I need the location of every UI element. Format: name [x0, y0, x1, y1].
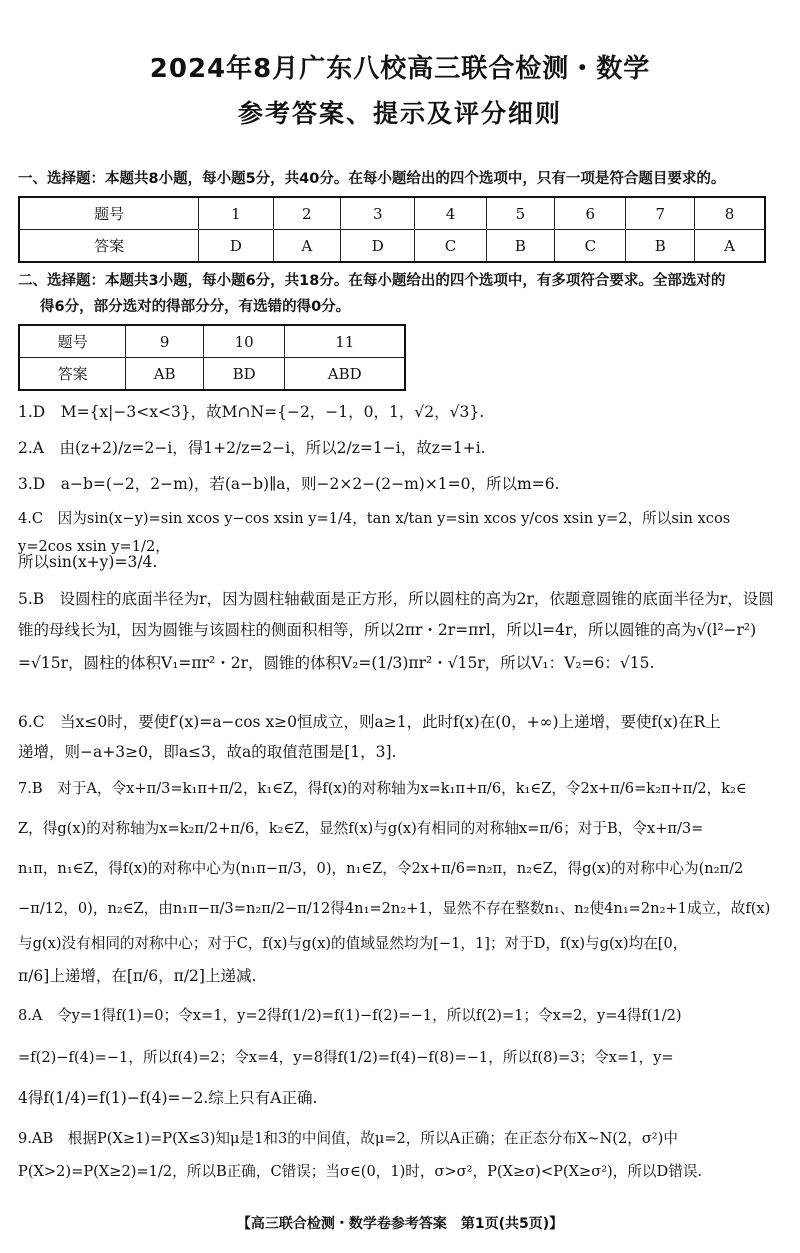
table-cell: 6 [555, 197, 626, 230]
solution-4-cont: 所以sin(x+y)=3/4. [18, 553, 158, 571]
solution-7-cont: n₁π，n₁∈Z，得f(x)的对称中心为(n₁π−π/3，0)，n₁∈Z，令2x+π/6=n₂π，n₂∈Z，得g(x)的对称中心为(n₂π/2 [18, 860, 744, 877]
solution-7: 7.B 对于A，令x+π/3=k₁π+π/2，k₁∈Z，得f(x)的对称轴为x=k₁π+π/6，k₁∈Z，令2x+π/6=k₂π+π/2，k₂∈ [18, 780, 747, 797]
answer-table-2 [18, 324, 406, 391]
solution-7-cont: −π/12，0)，n₂∈Z，由n₁π−π/3=n₂π/2−π/12得4n₁=2n₂+1，显然不存在整数n₁、n₂使4n₁=2n₂+1成立，故f(x) [18, 900, 771, 917]
table-cell: 题号 [19, 325, 126, 358]
table-cell: 1 [199, 197, 273, 230]
solution-4: 4.C 因为sin(x−y)=sin xcos y−cos xsin y=1/4，tan x/tan y=sin xcos y/cos xsin y=2，所以sin xcos y=2cos xsin y=1/2， [18, 510, 731, 555]
table-row [19, 358, 405, 391]
solution-9: 9.AB 根据P(X≥1)=P(X≤3)知μ是1和3的中间值，故μ=2，所以A正确；在正态分布X∼N(2，σ²)中 [18, 1130, 678, 1147]
table-row [19, 325, 405, 358]
table-cell: A [273, 230, 341, 263]
table-cell: 答案 [19, 230, 199, 263]
table-cell: C [555, 230, 626, 263]
solution-7-cont: 与g(x)没有相同的对称中心；对于C，f(x)与g(x)的值域显然均为[−1，1]；对于D，f(x)与g(x)均在[0， [18, 935, 688, 952]
table-cell: 9 [126, 325, 204, 358]
table-cell: 7 [626, 197, 695, 230]
table-cell: C [415, 230, 486, 263]
solution-2: 2.A 由(z+2)/z=2−i，得1+2/z=2−i，所以2/z=1−i，故z=1+i. [18, 439, 486, 457]
solution-5-cont: 锥的母线长为l，因为圆锥与该圆柱的侧面积相等，所以2πr・2r=πrl，所以l=4r，所以圆锥的高为√(l²−r²) [18, 621, 757, 639]
solution-6: 6.C 当x≤0时，要使f′(x)=a−cos x≥0恒成立，则a≥1，此时f(x)在(0，+∞)上递增，要使f(x)在R上 [18, 713, 721, 731]
solution-5-cont: =√15r，圆柱的体积V₁=πr²・2r，圆锥的体积V₂=(1/3)πr²・√15r，所以V₁：V₂=6：√15. [18, 654, 655, 672]
solution-9-cont: P(X>2)=P(X≥2)=1/2，所以B正确，C错误；当σ∈(0，1)时，σ>σ²，P(X≥σ)<P(X≥σ²)，所以D错误. [18, 1163, 703, 1180]
solution-6-cont: 递增，则−a+3≥0，即a≤3，故a的取值范围是[1，3]. [18, 743, 397, 761]
section-2-heading: 二、选择题：本题共3小题，每小题6分，共18分。在每小题给出的四个选项中，有多项符合要求。全部选对的 [18, 273, 726, 289]
table-cell: A [695, 230, 765, 263]
answer-table-1 [18, 196, 766, 263]
solution-8-cont: 4得f(1/4)=f(1)−f(4)=−2.综上只有A正确. [18, 1089, 318, 1107]
table-row [19, 230, 765, 263]
table-cell: ABD [285, 358, 405, 391]
solution-7-cont: π/6]上递增，在[π/6，π/2]上递减. [18, 967, 257, 985]
table-row [19, 197, 765, 230]
table-cell: 8 [695, 197, 765, 230]
table-cell: B [486, 230, 555, 263]
table-cell: 答案 [19, 358, 126, 391]
solution-7-cont: Z，得g(x)的对称轴为x=k₂π/2+π/6，k₂∈Z，显然f(x)与g(x)有相同的对称轴x=π/6；对于B，令x+π/3= [18, 820, 704, 837]
page-title: 2024年8月广东八校高三联合检测・数学 [149, 54, 651, 84]
solution-8-cont: =f(2)−f(4)=−1，所以f(4)=2；令x=4，y=8得f(1/2)=f(4)−f(8)=−1，所以f(8)=3；令x=1，y= [18, 1049, 674, 1066]
solution-8: 8.A 令y=1得f(1)=0；令x=1，y=2得f(1/2)=f(1)−f(2)=−1，所以f(2)=1；令x=2，y=4得f(1/2) [18, 1007, 682, 1024]
section-2-heading-cont: 得6分，部分选对的得部分分，有选错的得0分。 [40, 299, 351, 315]
table-cell: 11 [285, 325, 405, 358]
solution-3: 3.D a−b=(−2，2−m)，若(a−b)∥a，则−2×2−(2−m)×1=0，所以m=6. [18, 475, 560, 493]
page-subtitle: 参考答案、提示及评分细则 [237, 99, 562, 128]
solution-5: 5.B 设圆柱的底面半径为r，因为圆柱轴截面是正方形，所以圆柱的高为2r，依题意圆锥的底面半径为r，设圆 [18, 590, 774, 608]
table-cell: 3 [341, 197, 415, 230]
table-cell: D [199, 230, 273, 263]
table-cell: 4 [415, 197, 486, 230]
table-cell: B [626, 230, 695, 263]
table-cell: 2 [273, 197, 341, 230]
page-footer: 【高三联合检测・数学卷参考答案 第1页(共5页)】 [236, 1216, 564, 1232]
section-1-heading: 一、选择题：本题共8小题，每小题5分，共40分。在每小题给出的四个选项中，只有一项是符合题目要求的。 [18, 171, 726, 187]
solution-1: 1.D M={x|−3<x<3}，故M∩N={−2，−1，0，1，√2，√3}. [18, 403, 485, 421]
table-cell: 题号 [19, 197, 199, 230]
table-cell: D [341, 230, 415, 263]
table-cell: 10 [203, 325, 285, 358]
table-cell: 5 [486, 197, 555, 230]
table-cell: AB [126, 358, 204, 391]
table-cell: BD [203, 358, 285, 391]
